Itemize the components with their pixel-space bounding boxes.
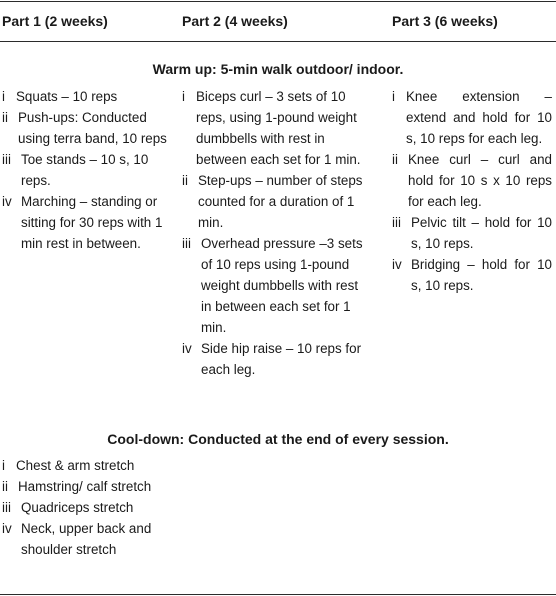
item-number: iv bbox=[2, 521, 12, 536]
table-top-rule bbox=[0, 1, 556, 2]
list-item bbox=[392, 86, 552, 149]
part-1-list bbox=[2, 86, 178, 254]
item-number: iii bbox=[182, 236, 191, 251]
item-text: Hamstring/ calf stretch bbox=[18, 479, 152, 494]
item-text: Squats – 10 reps bbox=[16, 89, 118, 104]
list-item bbox=[392, 149, 552, 212]
list-item bbox=[2, 518, 178, 560]
item-text: Marching – standing or sitting for 30 reps with 1 min rest in between. bbox=[21, 194, 163, 251]
header-part-1: Part 1 (2 weeks) bbox=[2, 13, 108, 29]
item-number: ii bbox=[392, 152, 398, 167]
item-text: Chest & arm stretch bbox=[16, 458, 135, 473]
list-item bbox=[2, 107, 178, 149]
list-item bbox=[2, 497, 178, 518]
part-2-list bbox=[182, 86, 372, 380]
item-text: Toe stands – 10 s, 10 reps. bbox=[21, 152, 149, 188]
item-text: Neck, upper back and shoulder stretch bbox=[21, 521, 152, 557]
item-number: iii bbox=[392, 215, 401, 230]
table-bottom-rule bbox=[0, 594, 556, 595]
cooldown-list bbox=[2, 455, 178, 560]
list-item bbox=[2, 86, 178, 107]
item-text: Side hip raise – 10 reps for each leg. bbox=[201, 341, 362, 377]
item-number: i bbox=[2, 458, 5, 473]
item-number: ii bbox=[2, 479, 8, 494]
item-text: Bridging – hold for 10 s, 10 reps. bbox=[411, 257, 552, 293]
item-number: iii bbox=[2, 500, 11, 515]
item-text: Quadriceps stretch bbox=[21, 500, 134, 515]
list-item bbox=[2, 476, 178, 497]
item-text: Biceps curl – 3 sets of 10 reps, using 1-pound weight dumbbells with rest in between each set for 1 min. bbox=[196, 89, 361, 167]
item-text: Push-ups: Conducted using terra band, 10 reps bbox=[18, 110, 167, 146]
warmup-title: Warm up: 5-min walk outdoor/ indoor. bbox=[152, 61, 404, 77]
item-text: Step-ups – number of steps counted for a duration of 1 min. bbox=[198, 173, 363, 230]
list-item bbox=[182, 86, 372, 170]
item-number: i bbox=[2, 89, 5, 104]
header-rule bbox=[0, 41, 556, 42]
list-item bbox=[182, 170, 372, 233]
header-part-3: Part 3 (6 weeks) bbox=[392, 13, 498, 29]
item-number: iv bbox=[2, 194, 12, 209]
item-number: iii bbox=[2, 152, 11, 167]
header-part-2: Part 2 (4 weeks) bbox=[182, 13, 288, 29]
part-3-list bbox=[392, 86, 552, 296]
item-number: ii bbox=[182, 173, 188, 188]
item-number: i bbox=[392, 89, 395, 104]
list-item bbox=[392, 254, 552, 296]
item-number: iv bbox=[392, 257, 402, 272]
item-number: iv bbox=[182, 341, 192, 356]
list-item bbox=[2, 455, 178, 476]
item-number: i bbox=[182, 89, 185, 104]
item-number: ii bbox=[2, 110, 8, 125]
list-item bbox=[2, 191, 178, 254]
item-text: Knee extension – extend and hold for 10 s, 10 reps for each leg. bbox=[406, 89, 552, 146]
item-text: Pelvic tilt – hold for 10 s, 10 reps. bbox=[411, 215, 552, 251]
list-item bbox=[2, 149, 178, 191]
list-item bbox=[182, 233, 372, 338]
cooldown-title: Cool-down: Conducted at the end of every session. bbox=[107, 431, 449, 447]
list-item bbox=[392, 212, 552, 254]
list-item bbox=[182, 338, 372, 380]
item-text: Knee curl – curl and hold for 10 s x 10 reps for each leg. bbox=[408, 152, 552, 209]
item-text: Overhead pressure –3 sets of 10 reps using 1-pound weight dumbbells with rest in between each set for 1 min. bbox=[201, 236, 363, 335]
